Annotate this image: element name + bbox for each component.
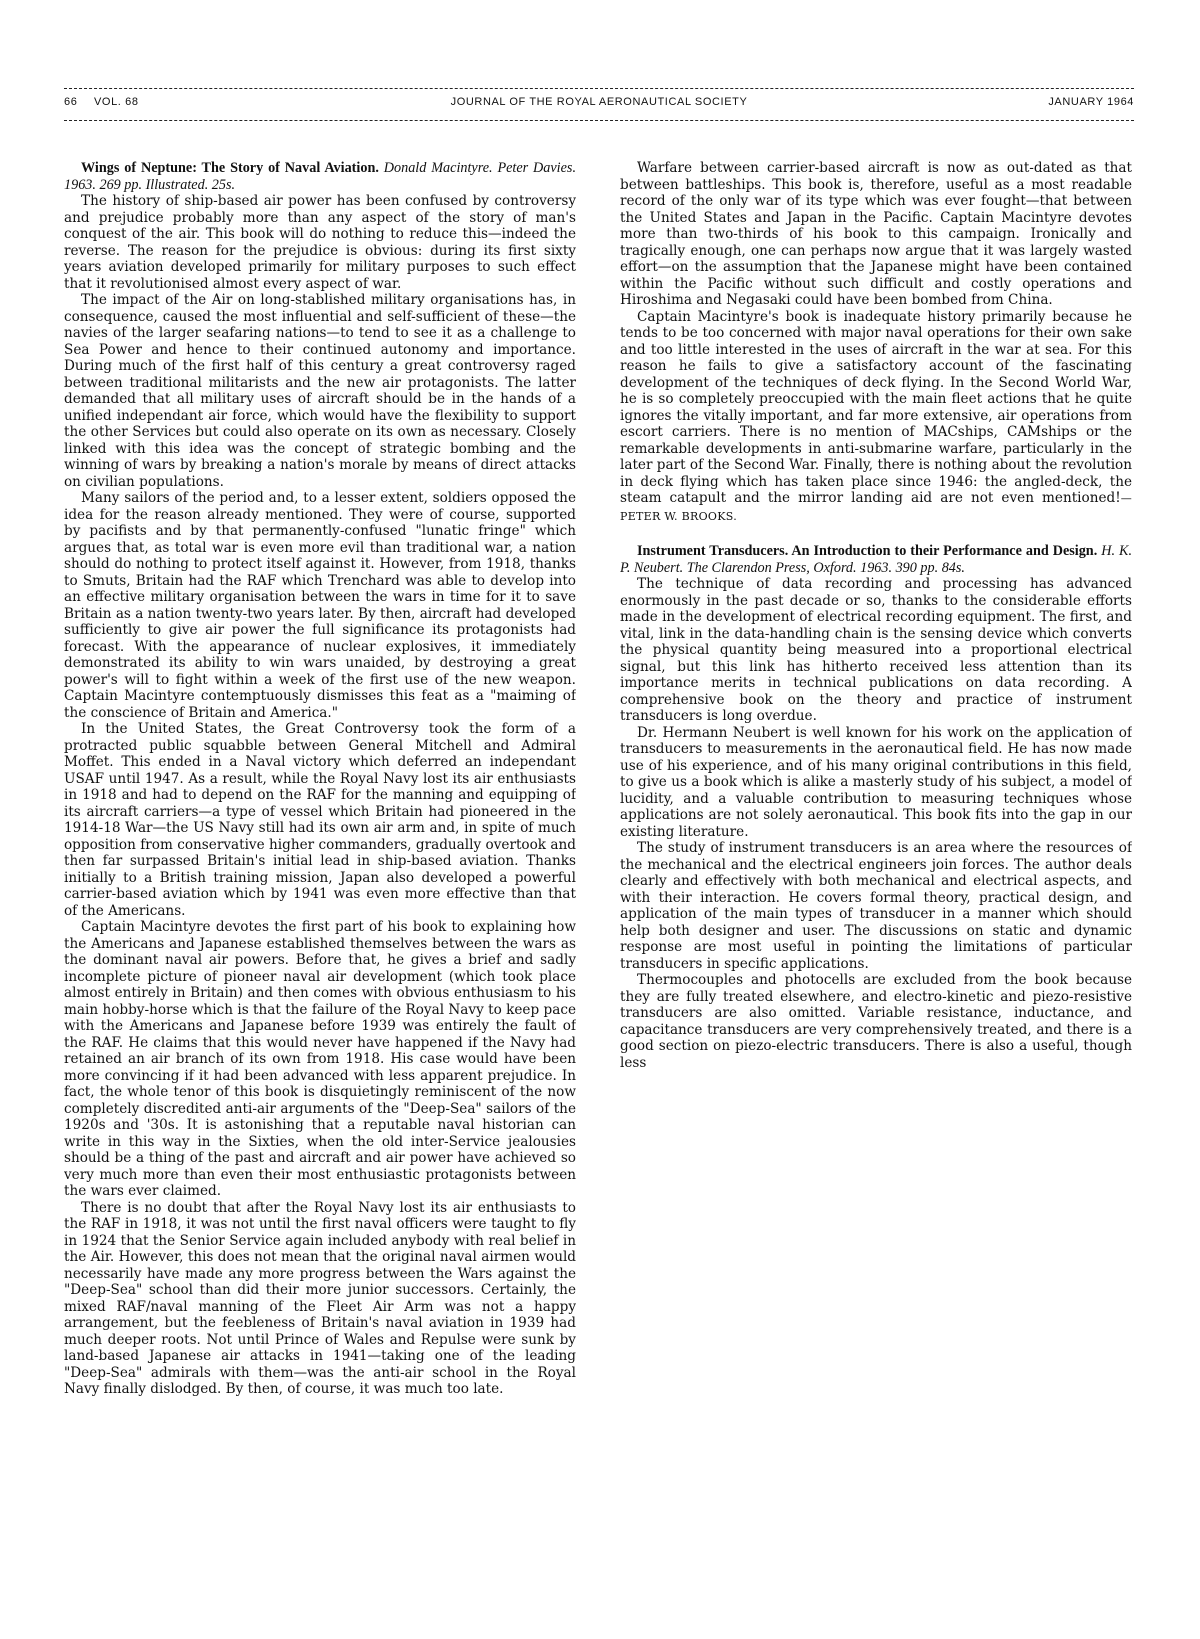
review-separator: [620, 525, 1132, 543]
running-header: [64, 96, 1134, 114]
review1-signature: —PETER W. BROOKS.: [620, 492, 1132, 523]
review1-title: Wings of Neptune: The Story of Naval Aviation.: [81, 160, 379, 176]
page-number: 66: [64, 96, 78, 108]
review1-paragraph: Captain Macintyre devotes the first part of his book to explaining how the Americans and Japanese established themselves between the wars as the dominant naval air powers. Before that, he gives a brief and sadly incomplete picture of pioneer naval air development (which took place almost entirely in Britain) and then comes with obvious enthusiasm to his main hobby-horse which is that the failure of the Royal Navy to keep pace with the Americans and Japanese before 1939 was entirely the fault of the RAF. He claims that this would never have happened if the Navy had retained an air branch of its own from 1918. His case would have been more convincing if it had been advanced with less apparent prejudice. In fact, the whole tenor of this book is disquietingly reminiscent of the now completely discredited anti-air arguments of the "Deep-Sea" sailors of the 1920s and '30s. It is astonishing that a reputable naval historian can write in this way in the Sixties, when the old inter-Service jealousies should be a thing of the past and aircraft and air power have achieved so very much more than even their most enthusiastic protagonists between the wars ever claimed.: [64, 919, 576, 1199]
review1-last-paragraph: [620, 309, 1132, 526]
review1-paragraph: In the United States, the Great Controversy took the form of a protracted public squabble between General Mitchell and Admiral Moffet. This ended in a Naval victory which deferred an independant USAF until 1947. As a result, while the Royal Navy lost its air enthusiasts in 1918 and had to depend on the RAF for the manning and equipping of its aircraft carriers—a type of vessel which Britain had pioneered in the 1914-18 War—the US Navy still had its own air arm and, in spite of much opposition from conservative higher commanders, gradually overtook and then far surpassed Britain's initial lead in ship-based aviation. Thanks initially to a British training mission, Japan also developed a powerful carrier-based aviation which by 1941 was even more effective than that of the Americans.: [64, 721, 576, 919]
review1-paragraph: The impact of the Air on long-stablished military organisations has, in consequence, caused the most influential and self-sufficient of these—the navies of the larger seafaring nations—to tend to see it as a challenge to Sea Power and hence to their continued autonomy and importance. During much of the first half of this century a great controversy raged between traditional militarists and the new air protagonists. The latter demanded that all military uses of aircraft should be in the hands of a unified independant air force, which would have the flexibility to support the other Services but could also operate on its own as necessary. Closely linked with this idea was the concept of strategic bombing and the winning of wars by breaking a nation's morale by means of direct attacks on civilian populations.: [64, 292, 576, 490]
review2-paragraph: Thermocouples and photocells are excluded from the book because they are fully treated elsewhere, and electro-kinetic and piezo-resistive transducers are also omitted. Variable resistance, inductance, and capacitance transducers are very comprehensively treated, and there is a good section on piezo-electric transducers. There is also a useful, though less: [620, 972, 1132, 1071]
review2-heading: [620, 543, 1132, 576]
review1-paragraph: Warfare between carrier-based aircraft is now as out-dated as that between battleships. This book is, therefore, useful as a most readable record of the only war of its type which was ever fought—that between the United States and Japan in the Pacific. Captain Macintyre devotes more than two-thirds of his book to this campaign. Ironically and tragically enough, one can perhaps now argue that it was largely wasted effort—on the assumption that the Japanese might have been contained within the Pacific without such difficult and costly operations and Hiroshima and Negasaki could have been bombed from China.: [620, 160, 1132, 308]
header-rule-top: [64, 88, 1134, 89]
journal-title: JOURNAL OF THE ROYAL AERONAUTICAL SOCIETY: [450, 96, 748, 108]
review2-paragraph: The study of instrument transducers is an area where the resources of the mechanical and the electrical engineers join forces. The author deals clearly and effectively with both mechanical and electrical aspects, and with their interaction. He covers formal theory, practical design, and application of the main types of transducer in a manner which should help both designer and user. The discussions on static and dynamic response are most useful in pointing the limitations of particular transducers in specific applications.: [620, 840, 1132, 972]
review1-paragraph: The history of ship-based air power has been confused by controversy and prejudice probably more than any aspect of the story of man's conquest of the air. This book will do nothing to reduce this—indeed the reverse. The reason for the prejudice is obvious: during its first sixty years aviation developed primarily for military purposes to such effect that it revolutionised almost every aspect of war.: [64, 193, 576, 292]
volume-label: VOL. 68: [94, 96, 139, 108]
review1-paragraph-text: Captain Macintyre's book is inadequate history primarily because he tends to be too concerned with major naval operations for their own sake and too little interested in the uses of aircraft in the war at sea. For this reason he fails to give a satisfactory account of the fascinating development of the techniques of deck flying. In the Second World War, he is so completely preoccupied with the main fleet actions that he quite ignores the vitally important, and far more extensive, air operations from escort carriers. There is no mention of MACships, CAMships or the remarkable developments in anti-submarine warfare, particularly in the later part of the Second War. Finally, there is nothing about the revolution in deck flying which has taken place since 1946: the angled-deck, the steam catapult and the mirror landing aid are not even mentioned!: [620, 308, 1132, 506]
review1-paragraph: There is no doubt that after the Royal Navy lost its air enthusiasts to the RAF in 1918, it was not until the first naval officers were taught to fly in 1924 that the Senior Service again included anybody with real belief in the Air. However, this does not mean that the original naval airmen would necessarily have made any more progress between the Wars against the "Deep-Sea" school than did their more junior successors. Certainly, the mixed RAF/naval manning of the Fleet Air Arm was not a happy arrangement, but the feebleness of Britain's naval aviation in 1939 had much deeper roots. Not until Prince of Wales and Repulse were sunk by land-based Japanese air attacks in 1941—taking one of the leading "Deep-Sea" admirals with them—was the anti-air school in the Royal Navy finally dislodged. By then, of course, it was much too late.: [64, 1199, 576, 1397]
review1-details: Donald Macintyre. Peter Davies. 1963. 269 pp. Illustrated. 25s.: [64, 160, 576, 193]
review2-paragraph: The technique of data recording and processing has advanced enormously in the past decade or so, thanks to the considerable efforts made in the development of electrical recording equipment. The first, and vital, link in the data-handling chain is the sensing device which converts the physical quantity being measured into a proportional electrical signal, but this link has hitherto received less attention than its importance merits in technical publications on data recording. A comprehensive book on the theory and practice of instrument transducers is long overdue.: [620, 576, 1132, 724]
left-column: [64, 160, 576, 1635]
review2-details: H. K. P. Neubert. The Clarendon Press, Oxford. 1963. 390 pp. 84s.: [620, 543, 1132, 576]
review2-title: Instrument Transducers. An Introduction to their Performance and Design.: [637, 543, 1098, 559]
header-rule-bottom: [64, 120, 1134, 121]
review2-paragraph: Dr. Hermann Neubert is well known for his work on the application of transducers to measurements in the aeronautical field. He has now made use of his experience, and of his many original contributions in this field, to give us a book which is alike a masterly study of his subject, a model of lucidity, and a valuable contribution to measuring techniques whose applications are not solely aeronautical. This book fits into the gap in our existing literature.: [620, 724, 1132, 840]
review1-paragraph: Many sailors of the period and, to a lesser extent, soldiers opposed the idea for the reason already mentioned. They were of course, supported by pacifists and by that permanently-confused "lunatic fringe" which argues that, as total war is even more evil than traditional war, a nation should do nothing to protect itself against it. However, from 1918, thanks to Smuts, Britain had the RAF which Trenchard was able to develop into an effective military organisation between the wars in time for it to save Britain as a nation twenty-two years later. By then, aircraft had developed sufficiently to give air power the full significance its protagonists had forecast. With the appearance of nuclear explosives, it immediately demonstrated its ability to win wars unaided, by destroying a great power's will to fight within a week of the first use of the new weapon. Captain Macintyre contemptuously dismisses this feat as a "maiming of the conscience of Britain and America.": [64, 490, 576, 721]
right-column: [620, 160, 1132, 1635]
review1-heading: [64, 160, 576, 193]
issue-date: JANUARY 1964: [1048, 96, 1134, 108]
